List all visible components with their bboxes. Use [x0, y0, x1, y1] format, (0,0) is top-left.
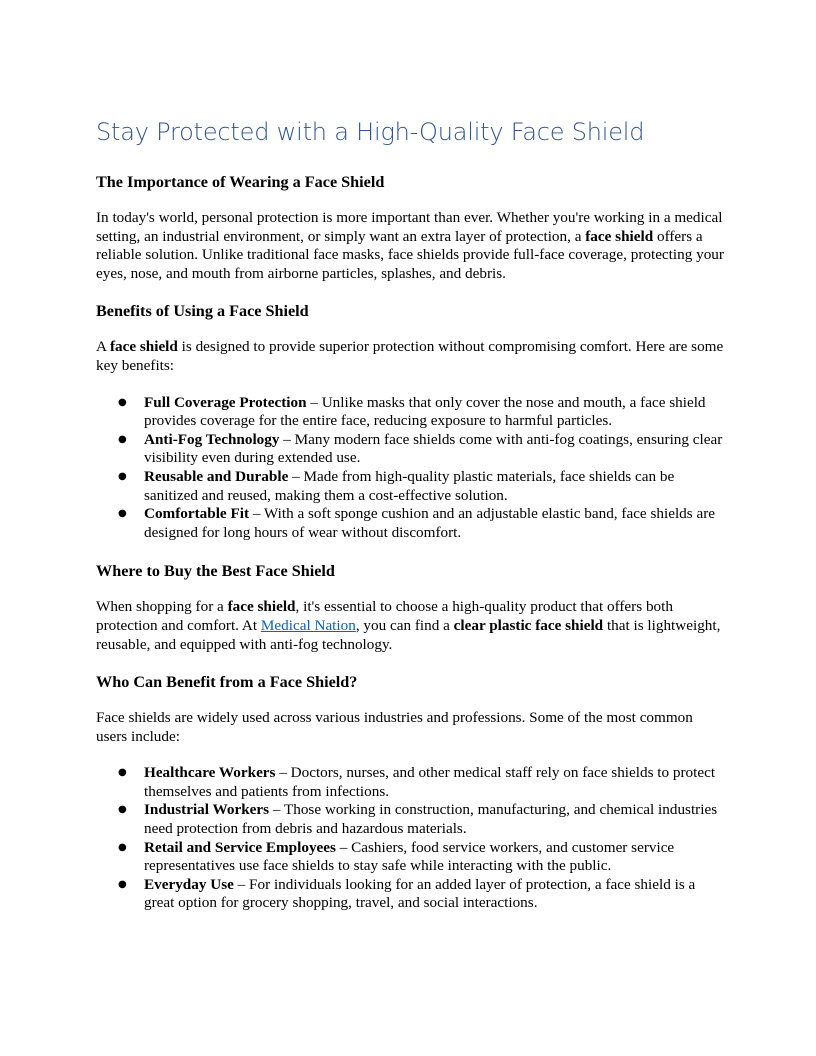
- text-run: is designed to provide superior protection without compromising comfort. Here are some key benefits:: [96, 338, 724, 374]
- item-text: – Made from high-quality plastic materials, face shields can be sanitized and reused, making them a cost-effective solution.: [144, 467, 675, 504]
- list-item: [96, 801, 726, 838]
- bullet-icon: ●: [118, 878, 127, 890]
- list-item: [96, 764, 726, 801]
- section-heading-benefits: Benefits of Using a Face Shield: [96, 302, 309, 321]
- item-text: – Doctors, nurses, and other medical staff rely on face shields to protect themselves and patients from infections.: [144, 764, 716, 800]
- item-title: Everyday Use: [144, 875, 234, 893]
- bold-run: face shield: [109, 338, 178, 356]
- item-text: – Those working in construction, manufacturing, and chemical industries need protection from debris and hazardous materials.: [144, 801, 718, 838]
- bullet-icon: ●: [118, 767, 127, 779]
- item-text: – With a soft sponge cushion and an adjustable elastic band, face shields are designed for long hours of wear without discomfort.: [144, 505, 715, 541]
- item-title: Reusable and Durable: [144, 467, 289, 485]
- section-heading-importance: The Importance of Wearing a Face Shield: [96, 173, 385, 191]
- bold-run: clear plastic face shield: [453, 616, 604, 634]
- text-run: A: [96, 338, 110, 356]
- section-heading-who-can-benefit: Who Can Benefit from a Face Shield?: [96, 673, 358, 692]
- page-title: Stay Protected with a High-Quality Face Shield: [96, 118, 645, 146]
- text-run: , it's essential to choose a high-quality product that offers both protection and comfort. At: [96, 598, 673, 634]
- bold-run: face shield: [227, 598, 296, 616]
- text-run: , you can find a: [355, 616, 454, 634]
- item-title: Full Coverage Protection: [144, 393, 307, 411]
- benefits-intro-paragraph: [96, 338, 726, 375]
- item-text: – Unlike masks that only cover the nose and mouth, a face shield provides coverage for the entire face, reducing exposure to harmful particles.: [144, 393, 706, 430]
- list-item: [96, 505, 726, 542]
- text-run: In today's world, personal protection is more important than ever. Whether you're working in a medical setting, an industrial environment, or simply want an extra layer of protection, a: [96, 209, 723, 245]
- bullet-icon: ●: [118, 470, 127, 482]
- bullet-icon: ●: [118, 804, 127, 816]
- list-item: [96, 876, 726, 913]
- text-run: that is lightweight, reusable, and equipped with anti-fog technology.: [96, 616, 721, 653]
- list-item: [96, 431, 726, 468]
- list-item: [96, 839, 726, 876]
- bullet-icon: ●: [118, 433, 127, 445]
- text-run: When shopping for a: [96, 598, 228, 616]
- bold-run: face shield: [585, 227, 654, 245]
- item-text: – For individuals looking for an added layer of protection, a face shield is a great option for grocery shopping, travel, and social interactions.: [144, 875, 696, 912]
- item-title: Comfortable Fit: [144, 505, 250, 523]
- bullet-icon: ●: [118, 841, 127, 853]
- bullet-icon: ●: [118, 508, 127, 520]
- item-title: Anti-Fog Technology: [144, 430, 280, 448]
- item-title: Industrial Workers: [144, 801, 270, 819]
- medical-nation-link[interactable]: Medical Nation: [260, 616, 356, 634]
- list-item: [96, 468, 726, 505]
- where-to-buy-paragraph: [96, 598, 726, 654]
- item-text: – Cashiers, food service workers, and customer service representatives use face shields to stay safe while interacting with the public.: [144, 838, 675, 875]
- section-heading-where-to-buy: Where to Buy the Best Face Shield: [96, 562, 335, 581]
- text-run: offers a reliable solution. Unlike traditional face masks, face shields provide full-face coverage, protecting your eyes, nose, and mouth from airborne particles, splashes, and debris.: [96, 227, 724, 282]
- item-text: – Many modern face shields come with anti-fog coatings, ensuring clear visibility even during extended use.: [144, 430, 723, 467]
- importance-paragraph: [96, 209, 726, 283]
- benefits-list: [96, 394, 726, 543]
- list-item: [96, 394, 726, 431]
- document-body: [96, 116, 726, 932]
- bullet-icon: ●: [118, 396, 127, 408]
- item-title: Retail and Service Employees: [144, 838, 336, 856]
- item-title: Healthcare Workers: [144, 764, 276, 782]
- users-list: [96, 764, 726, 913]
- who-can-benefit-paragraph: Face shields are widely used across various industries and professions. Some of the most common users include:: [96, 709, 693, 745]
